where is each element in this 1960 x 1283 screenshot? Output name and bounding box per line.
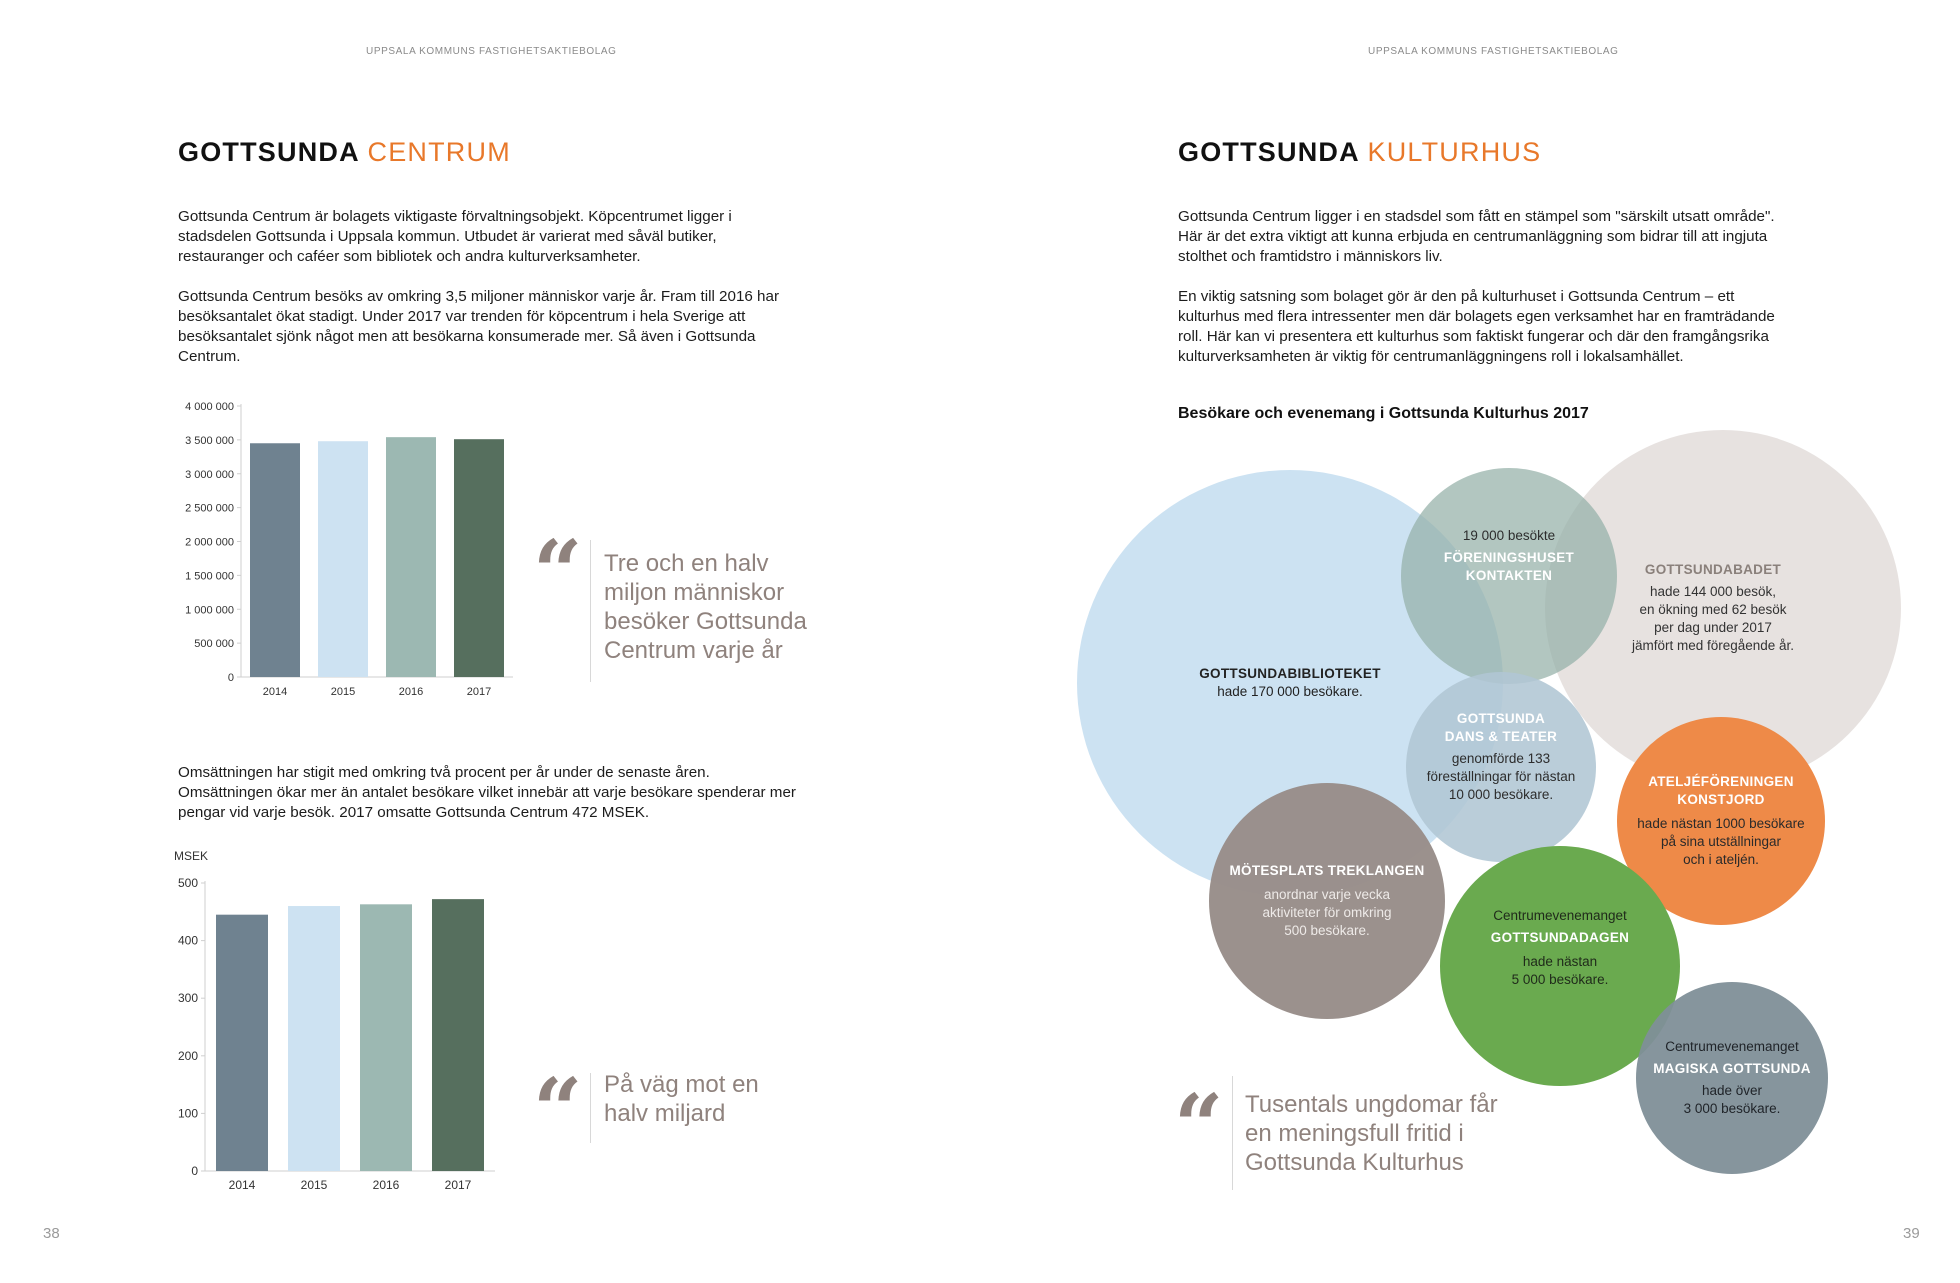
bar-2017 — [432, 899, 484, 1171]
bubble-text: anordnar varje vecka — [1263, 887, 1391, 902]
y-tick-label: 3 000 000 — [185, 468, 234, 481]
bubble-text: 500 besökare. — [1284, 923, 1370, 938]
quote-text: Tusentals ungdomar får en meningsfull fritid i Gottsunda Kulturhus — [1245, 1091, 1498, 1176]
page-number-right: 39 — [1903, 1225, 1920, 1242]
bubble-dans-teater — [1406, 672, 1596, 862]
bubble-heading: GOTTSUNDADAGEN — [1490, 930, 1630, 945]
bar-2015 — [318, 441, 368, 677]
bubble-text: genomförde 133 — [1451, 751, 1551, 766]
title-accent: CENTRUM — [367, 137, 511, 167]
y-tick-label: 1 000 000 — [185, 604, 234, 617]
bubble-text: på sina utställningar — [1660, 834, 1782, 849]
bar-2016 — [360, 904, 412, 1171]
title-accent: KULTURHUS — [1367, 137, 1542, 167]
y-tick-label: 400 — [177, 933, 198, 948]
bubble-text: 5 000 besökare. — [1511, 972, 1609, 987]
intro-text-left — [178, 207, 788, 387]
x-tick-label: 2017 — [466, 686, 492, 698]
x-tick-label: 2014 — [228, 1178, 256, 1192]
quote-divider — [590, 1073, 591, 1143]
quote-divider — [1232, 1076, 1233, 1190]
bubble-text: hade 170 000 besökare. — [1217, 684, 1363, 699]
bubble-heading: DANS & TEATER — [1444, 729, 1558, 744]
bubble-heading: GOTTSUNDABIBLIOTEKET — [1199, 666, 1381, 681]
paragraph: Gottsunda Centrum besöks av omkring 3,5 miljoner människor varje år. Fram till 2016 har besöksantalet ökat stadigt. Under 2017 var trenden för köpcentrum i hela Sverige att besöksantalet sjönk något men att besökarna konsumerade mer. Så även i Gottsunda Centrum. — [178, 288, 780, 365]
y-tick-label: 0 — [191, 1164, 198, 1178]
bubble-text: jämfört med föregående år. — [1631, 638, 1795, 653]
bubble-heading: GOTTSUNDA — [1456, 711, 1546, 726]
y-axis-label: MSEK — [174, 849, 209, 863]
paragraph: En viktig satsning som bolaget gör är den på kulturhuset i Gottsunda Centrum – ett kulturhus med flera intressenter men där bolagets egen verksamhet har en framträdande roll. Här kan vi presentera ett kulturhus som faktiskt fungerar och där den framgångsrika kulturverksamheten är viktig för centrumanläggningens roll i lokalsamhället. — [1178, 288, 1775, 365]
x-tick-label: 2017 — [444, 1178, 472, 1192]
title-bold: GOTTSUNDA — [1178, 137, 1359, 167]
bubble-text: hade 144 000 besök, — [1649, 584, 1777, 599]
turnover-bar-chart — [150, 845, 510, 1205]
intro-text-right — [1178, 207, 1788, 387]
bubble-foreningshuset — [1401, 468, 1617, 684]
bubble-magiska — [1636, 982, 1828, 1174]
x-tick-label: 2016 — [372, 1178, 400, 1192]
running-head-left: UPPSALA KOMMUNS FASTIGHETSAKTIEBOLAG — [366, 46, 617, 57]
y-tick-label: 3 500 000 — [185, 434, 234, 447]
bubble-text: en ökning med 62 besök — [1639, 602, 1787, 617]
quote-mark-icon: “ — [533, 1060, 583, 1161]
bar-2016 — [386, 437, 436, 677]
bubble-text: hade nästan 1000 besökare — [1637, 816, 1805, 831]
paragraph: Gottsunda Centrum ligger i en stadsdel som fått en stämpel som "särskilt utsatt område". Här är det extra viktigt att kunna erbjuda en centrumanläggning som bidrar till att ingjuta stolthet och framtidstro i människors liv. — [1178, 208, 1775, 265]
bubble-text: föreställningar för nästan — [1426, 769, 1576, 784]
bubble-text: och i ateljén. — [1683, 852, 1759, 867]
bar-2014 — [216, 915, 268, 1171]
y-tick-label: 200 — [177, 1048, 198, 1063]
y-tick-label: 2 500 000 — [185, 502, 234, 515]
bubble-heading: ATELJÉFÖRENINGEN — [1648, 774, 1794, 789]
y-tick-label: 500 — [177, 876, 198, 890]
bubble-heading: FÖRENINGSHUSET — [1443, 550, 1575, 565]
visitors-bar-chart — [150, 395, 530, 710]
bubble-text: 3 000 besökare. — [1683, 1101, 1781, 1116]
y-tick-label: 500 000 — [194, 638, 234, 651]
page-title-right — [1178, 137, 1541, 168]
bubble-text: Centrumevenemanget — [1665, 1039, 1799, 1054]
bubble-text: 19 000 besökte — [1462, 528, 1556, 543]
bar-2017 — [454, 439, 504, 677]
turnover-text: Omsättningen har stigit med omkring två procent per år under de senaste åren. Omsättningen ökar mer än antalet besökare vilket innebär att varje besökare spenderar mer pengar vid varje besök. 2017 omsatte Gottsunda Centrum 472 MSEK. — [178, 764, 796, 821]
paragraph: Gottsunda Centrum är bolagets viktigaste förvaltningsobjekt. Köpcentrumet ligger i stadsdelen Gottsunda i Uppsala kommun. Utbudet är varierat med såväl butiker, restauranger och caféer som bibliotek och andra kulturverksamheter. — [178, 208, 732, 265]
bubble-chart-title: Besökare och evenemang i Gottsunda Kulturhus 2017 — [1178, 405, 1589, 422]
bubble-text: hade nästan — [1522, 954, 1598, 969]
x-tick-label: 2016 — [398, 686, 424, 698]
bubble-heading: MÖTESPLATS TREKLANGEN — [1229, 863, 1425, 878]
y-tick-label: 300 — [177, 991, 198, 1006]
quote-mark-icon: “ — [1174, 1076, 1224, 1177]
y-tick-label: 100 — [177, 1106, 198, 1121]
bubble-text: per dag under 2017 — [1654, 620, 1772, 635]
title-bold: GOTTSUNDA — [178, 137, 359, 167]
quote-text: Tre och en halv miljon människor besöker Gottsunda Centrum varje år — [604, 550, 807, 664]
bubble-text: 10 000 besökare. — [1448, 787, 1554, 802]
quote-mark-icon: “ — [533, 522, 583, 623]
page-number-left: 38 — [43, 1225, 60, 1242]
quote-divider — [590, 540, 591, 682]
bubble-heading: MAGISKA GOTTSUNDA — [1653, 1061, 1811, 1076]
x-tick-label: 2015 — [330, 686, 356, 698]
bubble-heading: GOTTSUNDABADET — [1644, 562, 1782, 577]
quote-text: På väg mot en halv miljard — [604, 1071, 759, 1127]
bubble-treklangen — [1209, 783, 1445, 1019]
running-head-right: UPPSALA KOMMUNS FASTIGHETSAKTIEBOLAG — [1368, 46, 1619, 57]
y-tick-label: 1 500 000 — [185, 570, 234, 583]
bar-2014 — [250, 443, 300, 677]
page-title-left — [178, 137, 511, 168]
bubble-text: Centrumevenemanget — [1493, 908, 1627, 923]
y-tick-label: 0 — [227, 672, 234, 684]
bar-2015 — [288, 906, 340, 1171]
bubble-text: hade över — [1701, 1083, 1763, 1098]
y-tick-label: 4 000 000 — [185, 401, 234, 413]
x-tick-label: 2015 — [300, 1178, 328, 1192]
bubble-text: aktiviteter för omkring — [1262, 905, 1392, 920]
x-tick-label: 2014 — [262, 686, 288, 698]
y-tick-label: 2 000 000 — [185, 536, 234, 549]
bubble-heading: KONTAKTEN — [1465, 568, 1553, 583]
bubble-heading: KONSTJORD — [1677, 792, 1765, 807]
